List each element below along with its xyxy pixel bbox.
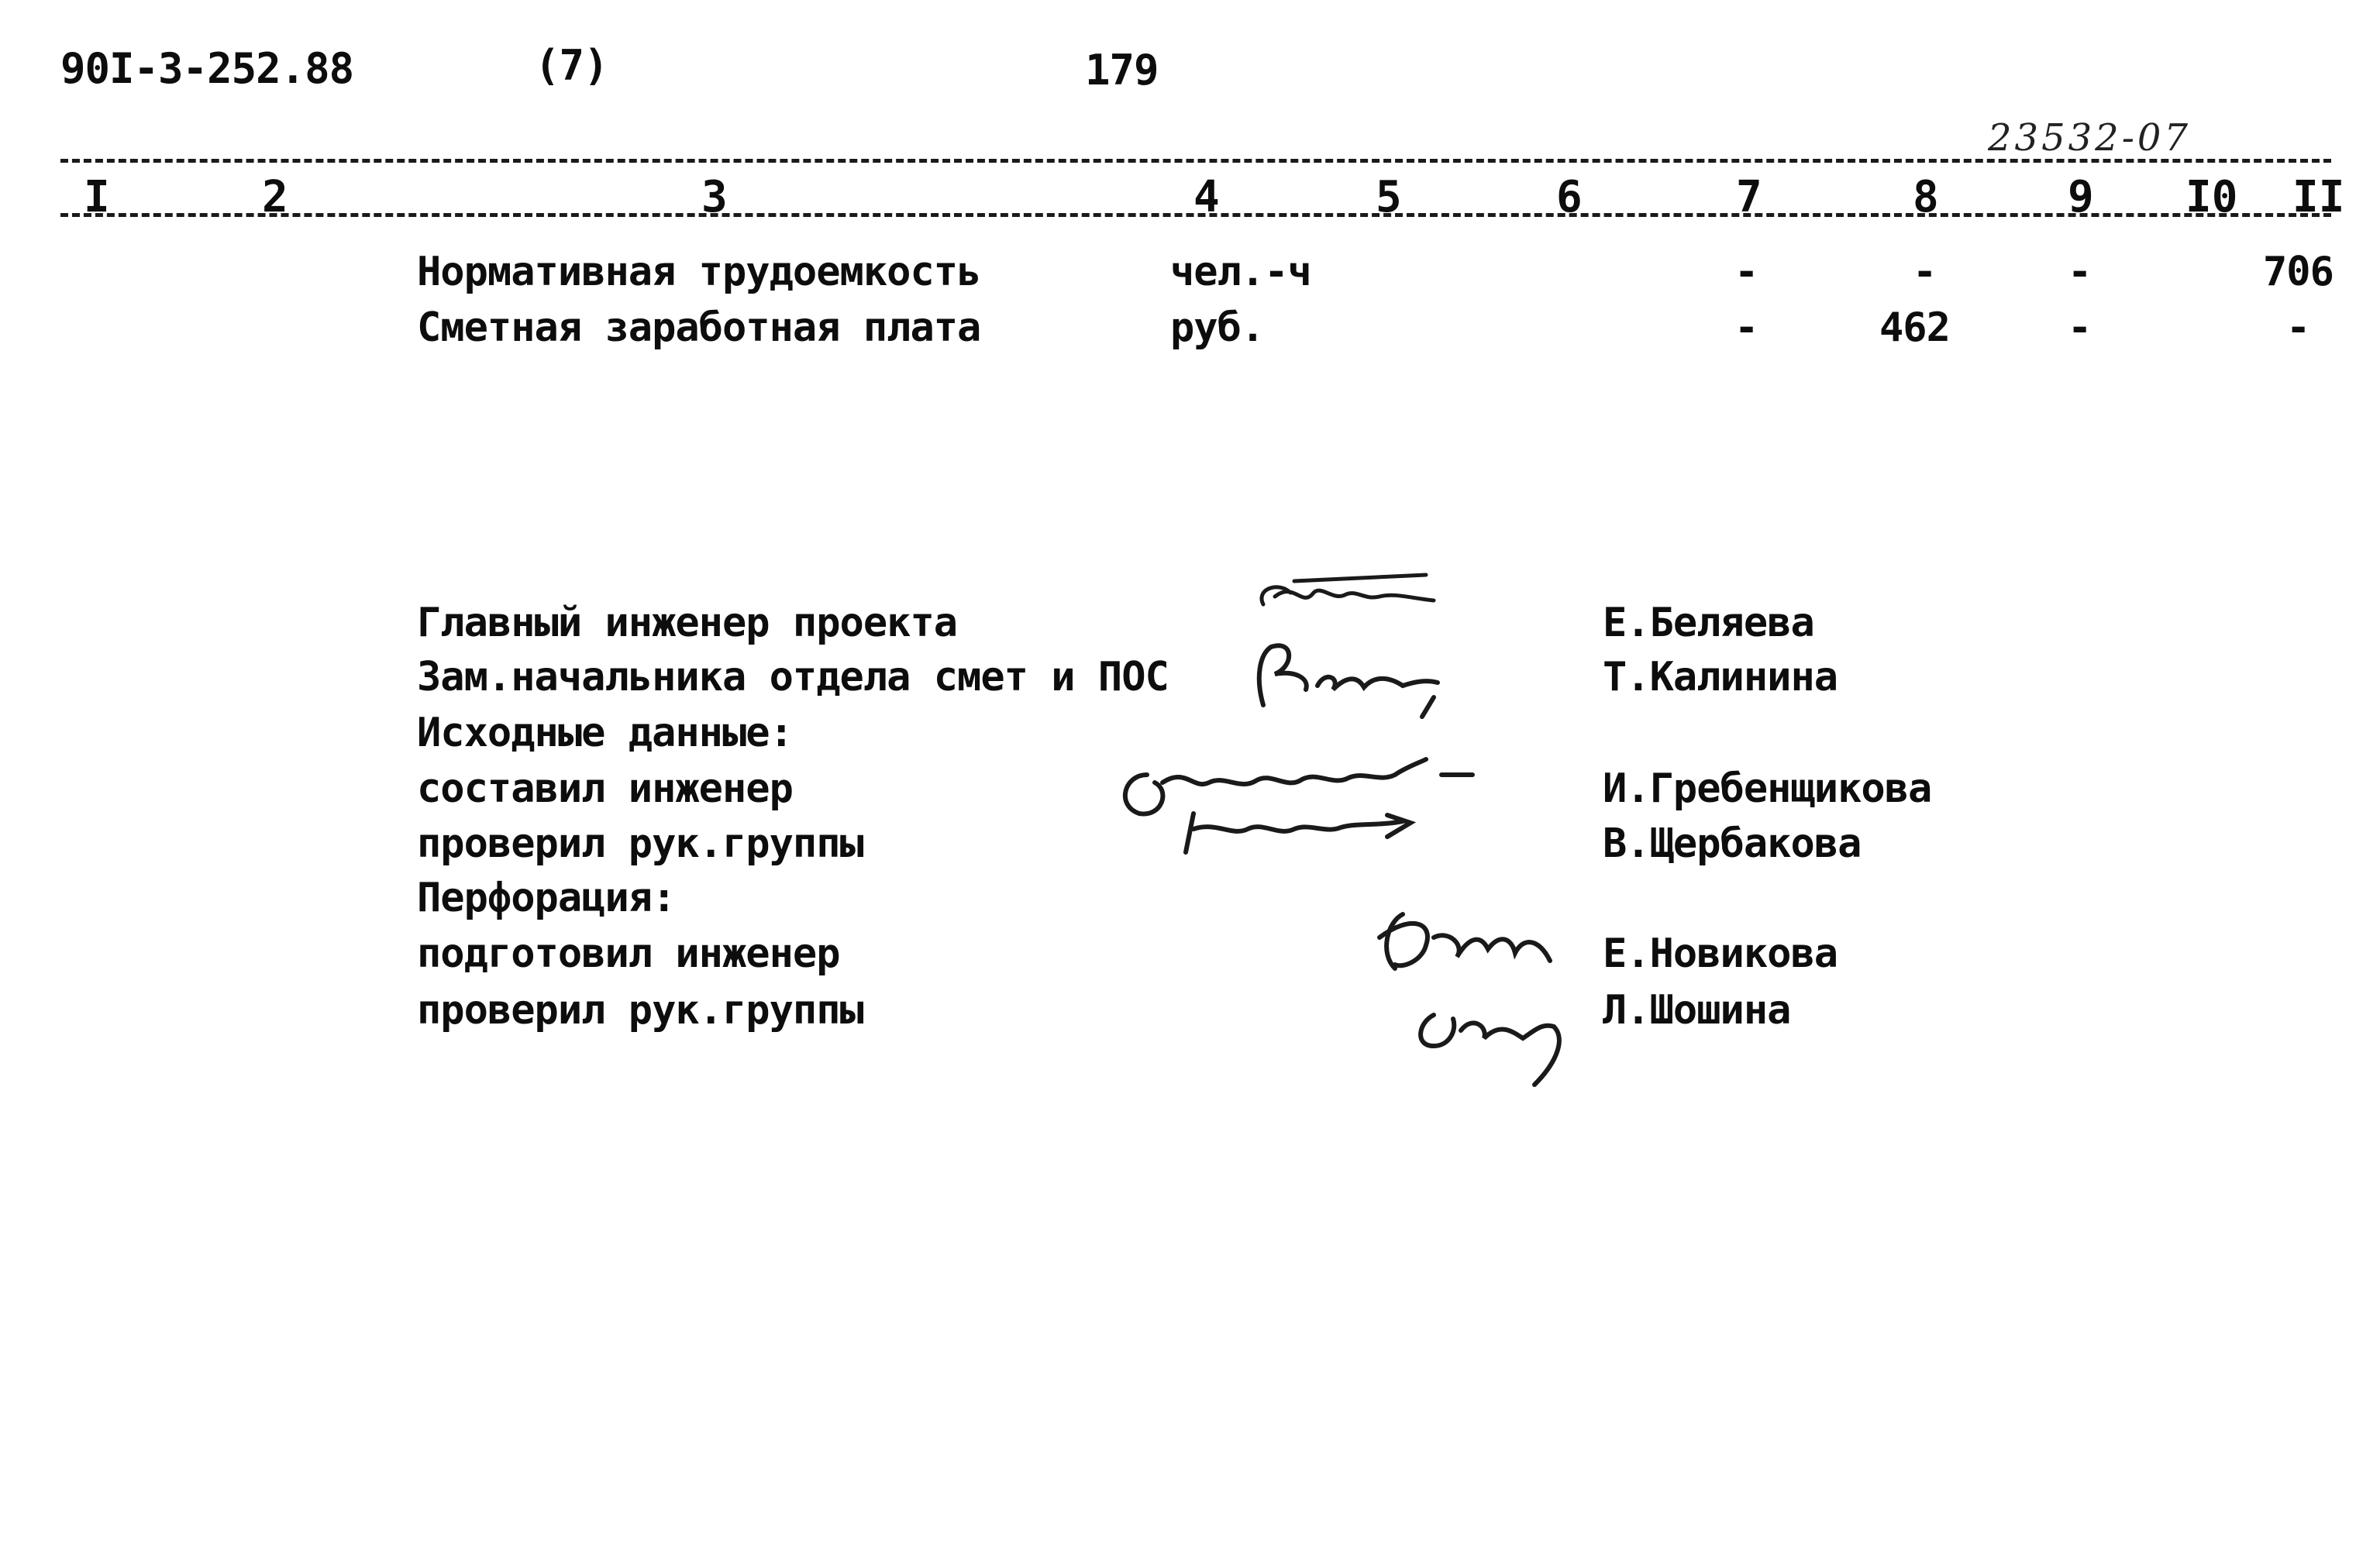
signature-role: Зам.начальника отдела смет и ПОС	[417, 654, 1169, 700]
cell-col-11: 706	[2263, 249, 2334, 295]
page-number: 179	[1085, 46, 1159, 95]
cell-col-8: 462	[1879, 304, 1950, 351]
row-unit: руб.	[1170, 304, 1265, 351]
cell-col-11: -	[2286, 304, 2310, 351]
handwritten-signature	[1100, 728, 1503, 868]
handwritten-signature	[1240, 631, 1465, 724]
signatory-name: В.Щербакова	[1603, 821, 1862, 867]
signature-section-heading: Исходные данные:	[417, 710, 793, 756]
column-number: II	[2292, 172, 2345, 222]
signatory-name: Л.Шошина	[1603, 987, 1791, 1034]
row-name: Нормативная трудоемкость	[417, 249, 981, 295]
signatory-name: Е.Новикова	[1603, 931, 1838, 977]
table-header-top-rule	[60, 159, 2331, 163]
cell-col-7: -	[1734, 249, 1758, 295]
section-number: (7)	[535, 41, 608, 90]
row-unit: чел.-ч	[1170, 249, 1311, 295]
signature-role: проверил рук.группы	[417, 821, 863, 867]
column-number: 9	[2068, 172, 2094, 222]
column-number: 4	[1193, 172, 1220, 222]
signature-role: составил инженер	[417, 765, 793, 812]
column-number: I	[84, 172, 110, 222]
column-number: 7	[1736, 172, 1762, 222]
signatory-name: И.Гребенщикова	[1603, 765, 1932, 812]
signature-role: проверил рук.группы	[417, 987, 863, 1034]
document-code: 90I-3-252.88	[60, 44, 354, 93]
signature-role: Главный инженер проекта	[417, 600, 958, 646]
handwritten-signature	[1348, 891, 1581, 1092]
cell-col-9: -	[2068, 249, 2092, 295]
column-number: 5	[1376, 172, 1402, 222]
signature-role: подготовил инженер	[417, 931, 840, 977]
handwritten-signature	[1248, 566, 1441, 628]
signatory-name: Е.Беляева	[1603, 600, 1814, 646]
signature-section-heading: Перфорация:	[417, 875, 676, 921]
handwritten-registration-number: 23532-07	[1988, 116, 2191, 160]
cell-col-7: -	[1734, 304, 1758, 351]
signatory-name: Т.Калинина	[1603, 654, 1838, 700]
cell-col-8: -	[1913, 249, 1937, 295]
row-name: Сметная заработная плата	[417, 304, 981, 351]
column-number: 6	[1556, 172, 1583, 222]
cell-col-9: -	[2068, 304, 2092, 351]
column-number: 2	[262, 172, 288, 222]
column-number: I0	[2185, 172, 2238, 222]
column-number: 8	[1913, 172, 1939, 222]
column-number: 3	[701, 172, 728, 222]
